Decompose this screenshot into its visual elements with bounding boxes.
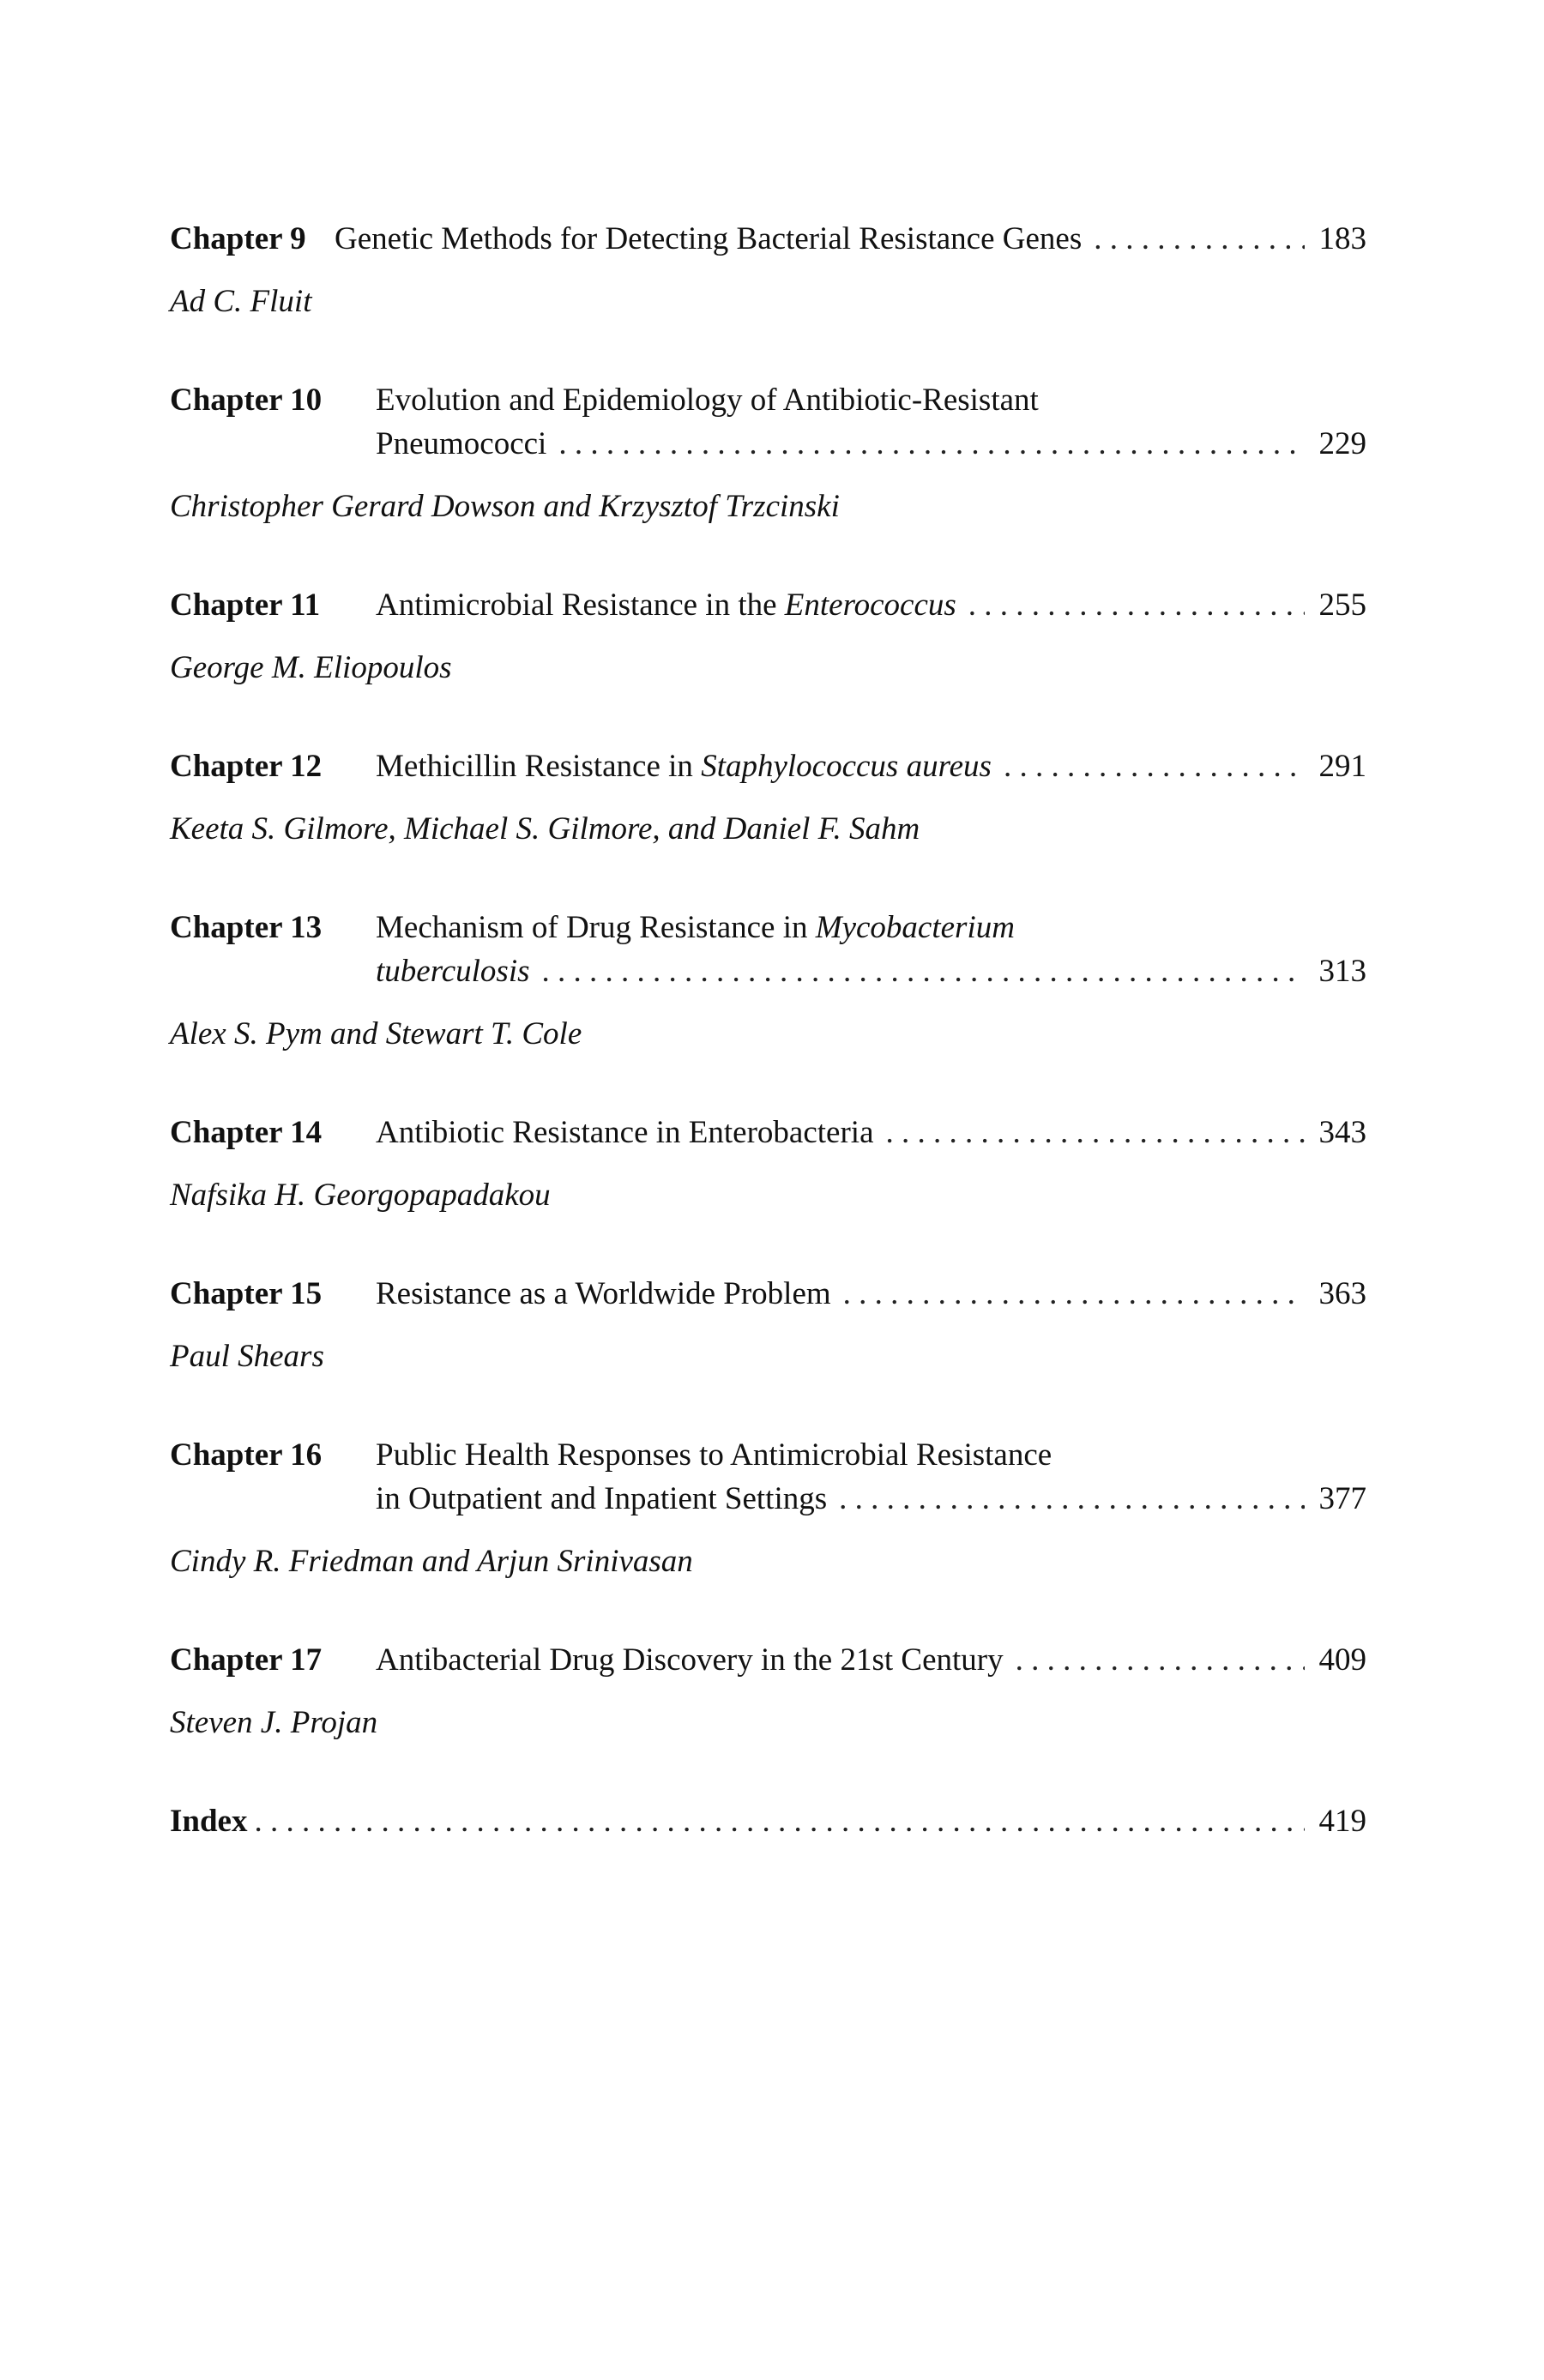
chapter-authors: Nafsika H. Georgopapadakou — [170, 1178, 551, 1213]
toc-line-continuation[interactable] — [170, 949, 1366, 993]
toc-entry-chapter-17 — [170, 1638, 1366, 1744]
toc-entry-chapter-10 — [170, 378, 1366, 528]
page-number: 409 — [1318, 1642, 1366, 1678]
toc-entry-chapter-11 — [170, 583, 1366, 690]
chapter-title-line-2: Pneumococci — [376, 426, 547, 461]
chapter-authors: Steven J. Projan — [170, 1705, 378, 1740]
chapter-authors: Keeta S. Gilmore, Michael S. Gilmore, and Daniel F. Sahm — [170, 811, 920, 847]
toc-line[interactable] — [170, 583, 1366, 627]
page-number: 313 — [1318, 954, 1366, 989]
dot-leader — [558, 422, 1305, 466]
chapter-authors: Christopher Gerard Dowson and Krzysztof Trzcinski — [170, 489, 840, 524]
toc-line[interactable] — [170, 1638, 1366, 1682]
toc-entry-chapter-15 — [170, 1272, 1366, 1378]
chapter-title-line-1: Public Health Responses to Antimicrobial Resistance — [376, 1437, 1052, 1473]
chapter-title-italic: Enterococcus — [784, 587, 956, 623]
chapter-title-line-2: in Outpatient and Inpatient Settings — [376, 1481, 828, 1516]
chapter-label: Chapter 16 — [170, 1437, 323, 1473]
chapter-title: Genetic Methods for Detecting Bacterial Resistance Genes — [335, 221, 1083, 256]
chapter-title-line-1: Evolution and Epidemiology of Antibiotic-Resistant — [376, 383, 1039, 418]
toc-line[interactable] — [170, 1272, 1366, 1316]
toc-entry-chapter-9 — [170, 217, 1366, 323]
page-number: 343 — [1318, 1115, 1366, 1150]
toc-entry-index — [170, 1799, 1366, 1843]
dot-leader — [886, 1111, 1306, 1154]
dot-leader — [1004, 744, 1305, 788]
chapter-title-italic: Staphylococcus aureus — [701, 749, 992, 784]
chapter-title — [376, 583, 956, 627]
table-of-contents — [170, 217, 1366, 1898]
chapter-title-line-2: tuberculosis — [376, 954, 530, 989]
chapter-label: Chapter 14 — [170, 1115, 323, 1150]
page-number: 255 — [1318, 587, 1366, 623]
chapter-title — [376, 744, 992, 788]
dot-leader — [843, 1272, 1305, 1316]
chapter-label: Chapter 13 — [170, 910, 323, 945]
chapter-title-prefix: Antimicrobial Resistance in the — [376, 587, 785, 623]
toc-line[interactable] — [170, 1799, 1366, 1843]
dot-leader — [254, 1799, 1305, 1843]
chapter-authors: Paul Shears — [170, 1339, 324, 1374]
toc-entry-chapter-13 — [170, 906, 1366, 1056]
chapter-title-line-1 — [376, 906, 1015, 949]
chapter-label: Chapter 17 — [170, 1642, 323, 1678]
chapter-authors: Alex S. Pym and Stewart T. Cole — [170, 1016, 582, 1051]
page-number: 291 — [1318, 749, 1366, 784]
page-number: 229 — [1318, 426, 1366, 461]
chapter-authors: Ad C. Fluit — [170, 284, 312, 319]
toc-line[interactable] — [170, 1111, 1366, 1154]
chapter-title: Antibiotic Resistance in Enterobacteria — [376, 1115, 874, 1150]
chapter-title: Resistance as a Worldwide Problem — [376, 1276, 831, 1311]
chapter-title-prefix: Methicillin Resistance in — [376, 749, 702, 784]
dot-leader — [968, 583, 1305, 627]
chapter-authors: George M. Eliopoulos — [170, 650, 452, 685]
toc-line[interactable] — [170, 217, 1366, 261]
toc-line[interactable] — [170, 1433, 1366, 1477]
chapter-label: Chapter 11 — [170, 587, 321, 623]
page-number: 183 — [1318, 221, 1366, 256]
toc-line[interactable] — [170, 378, 1366, 422]
chapter-label: Chapter 12 — [170, 749, 323, 784]
chapter-authors: Cindy R. Friedman and Arjun Srinivasan — [170, 1544, 693, 1579]
dot-leader — [542, 949, 1305, 993]
toc-line-continuation[interactable] — [170, 1477, 1366, 1521]
toc-line[interactable] — [170, 744, 1366, 788]
index-label: Index — [170, 1804, 248, 1839]
page-number: 419 — [1318, 1804, 1366, 1839]
toc-line-continuation[interactable] — [170, 422, 1366, 466]
chapter-label: Chapter 15 — [170, 1276, 323, 1311]
dot-leader — [1094, 217, 1305, 261]
toc-line[interactable] — [170, 906, 1366, 949]
chapter-title: Antibacterial Drug Discovery in the 21st Century — [376, 1642, 1004, 1678]
toc-entry-chapter-14 — [170, 1111, 1366, 1217]
toc-entry-chapter-16 — [170, 1433, 1366, 1583]
page-number: 363 — [1318, 1276, 1366, 1311]
chapter-title-prefix: Mechanism of Drug Resistance in — [376, 910, 816, 945]
dot-leader — [1016, 1638, 1305, 1682]
page-number: 377 — [1318, 1481, 1366, 1516]
chapter-label: Chapter 9 — [170, 221, 306, 256]
chapter-title-italic: Mycobacterium — [815, 910, 1015, 945]
dot-leader — [839, 1477, 1305, 1521]
toc-entry-chapter-12 — [170, 744, 1366, 851]
chapter-label: Chapter 10 — [170, 383, 323, 418]
